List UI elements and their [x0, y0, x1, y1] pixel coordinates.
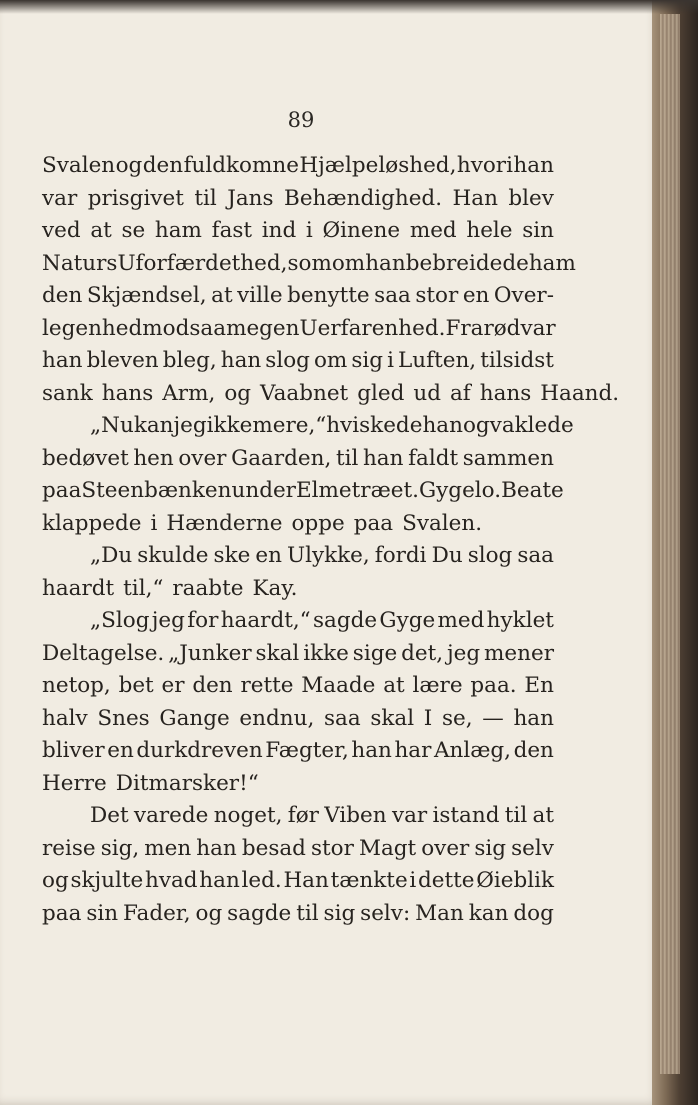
top-shadow	[0, 0, 698, 14]
book-spine	[652, 0, 698, 1105]
text-line: klappede i Hænderne oppe paa Svalen.	[42, 510, 483, 536]
text-line: paa Steenbænken under Elmetræet. Gyge lo. Beate	[42, 478, 564, 503]
text-line: Herre Ditmarsker!“	[42, 770, 259, 796]
text-line: reise sig, men han besad stor Magt over sig selv	[42, 835, 554, 861]
body-text	[42, 150, 620, 930]
text-line: „Nu kan jeg ikke mere,“ hviskede han og vaklede	[90, 413, 574, 438]
page-number: 89	[287, 108, 315, 132]
text-line: netop, bet er den rette Maade at lære paa. En	[42, 673, 554, 698]
text-line: den Skjændsel, at ville benytte saa stor en Over-	[42, 283, 554, 308]
text-line: haardt til,“ raabte Kay.	[42, 575, 298, 601]
text-line: halv Snes Gange endnu, saa skal I se, — han	[42, 705, 554, 731]
text-line: Svalen og den fuldkomne Hjælpeløshed, hvori han	[42, 153, 554, 178]
text-line: Det varede noget, før Viben var istand til at	[90, 803, 554, 828]
page-edges	[660, 14, 680, 1074]
text-line: „Slog jeg for haardt,“ sagde Gyge med hyklet	[90, 608, 554, 633]
text-line: Deltagelse. „Junker skal ikke sige det, jeg mener	[42, 640, 554, 666]
text-line: var prisgivet til Jans Behændighed. Han blev	[42, 185, 554, 211]
text-line: paa sin Fader, og sagde til sig selv: Man kan dog	[42, 900, 554, 926]
text-line: bedøvet hen over Gaarden, til han faldt sammen	[42, 445, 554, 471]
text-line: „Du skulde ske en Ulykke, fordi Du slog saa	[90, 543, 554, 568]
text-line: bliver en durkdreven Fægter, han har Anlæg, den	[42, 738, 554, 763]
text-line: han bleven bleg, han slog om sig i Luften, tilsidst	[42, 348, 554, 373]
text-line: og skjulte hvad han led. Han tænkte i dette Øieblik	[42, 868, 554, 893]
text-line: sank hans Arm, og Vaabnet gled ud af hans Haand.	[42, 380, 620, 406]
text-line: ved at se ham fast ind i Øinene med hele sin	[42, 218, 554, 243]
text-line: legenhed mod saa megen Uerfarenhed. Fra rød var	[42, 315, 556, 341]
text-line: Naturs Uforfærdethed, som om han bebreidede ham	[42, 250, 576, 276]
